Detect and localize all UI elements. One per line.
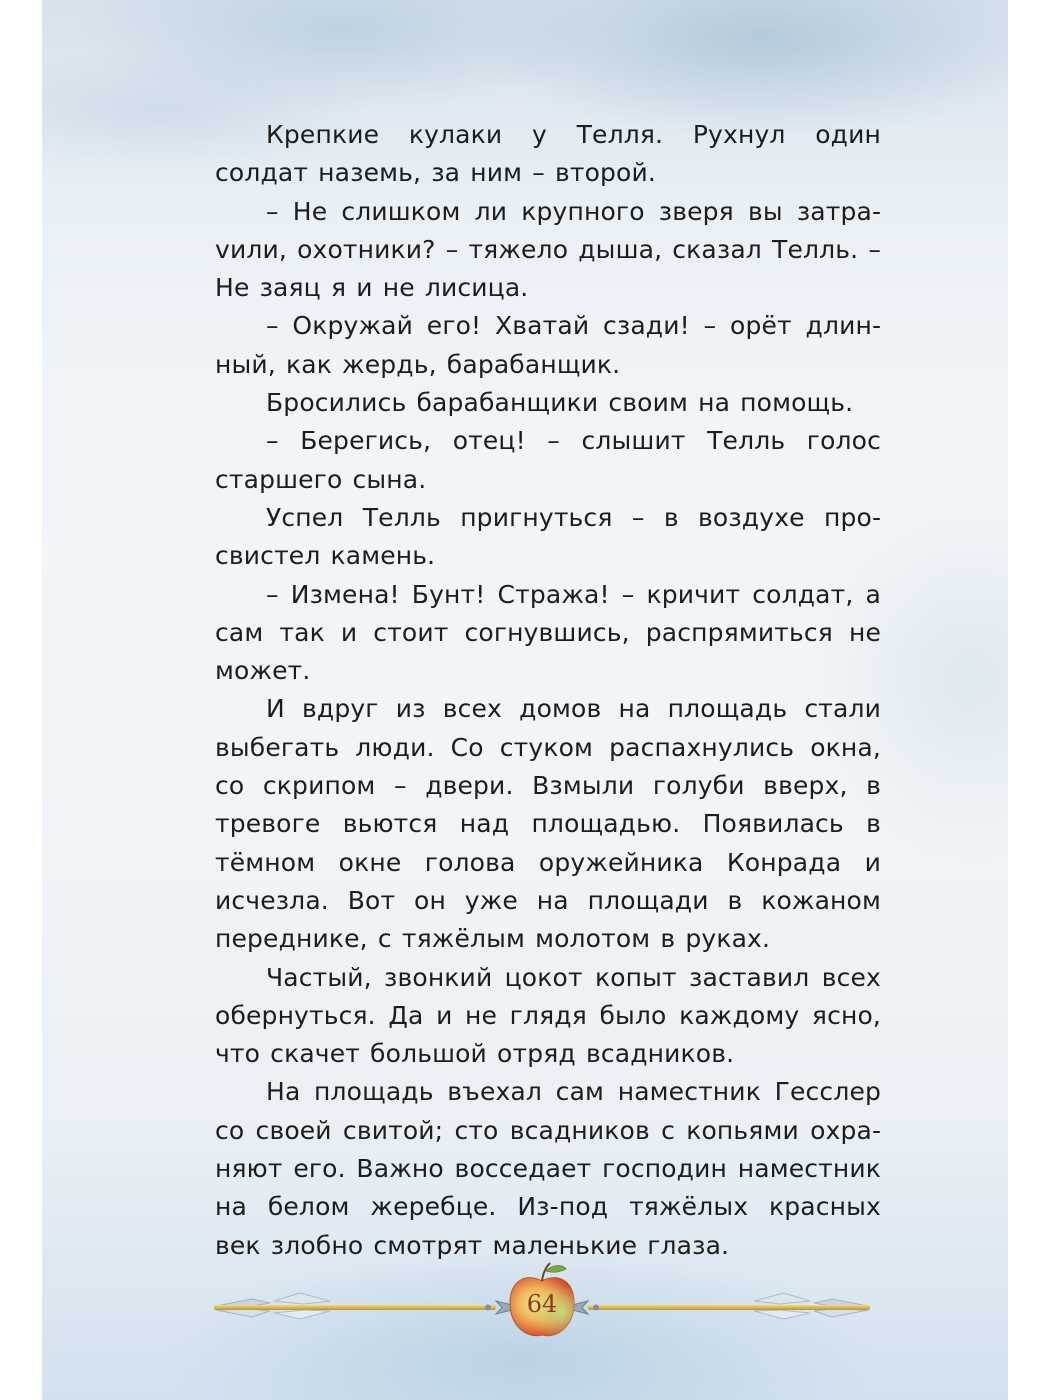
paragraph: Успел Телль пригнуться – в воздухе просвистел камень. xyxy=(215,502,881,571)
right-arrow xyxy=(562,1293,870,1319)
page-text xyxy=(215,116,881,1265)
apple xyxy=(510,1263,574,1336)
paragraph: Бросились барабанщики своим на помощь. xyxy=(266,388,854,418)
paragraph: – Измена! Бунт! Стража! – кричит солдат, а сам так и стоит согнувшись, распрямиться не может. xyxy=(215,579,881,686)
footer-ornament xyxy=(212,1255,872,1345)
paragraph: Крепкие кулаки у Телля. Рухнул один солдат наземь, за ним – второй. xyxy=(215,120,881,188)
paragraph: – Окружай его! Хватай сзади! – орёт длинный, как жердь, барабанщик. xyxy=(215,311,881,379)
paragraph: На площадь въехал сам наместник Гесслер со своей свитой; сто всадников с копьями охраняют его. Важно восседает господин наместник на белом жеребце. Из-под тяжёлых красных век злобно смотрят маленькие глаза. xyxy=(215,1077,881,1260)
paragraph: Частый, звонкий цокот копыт заставил всех обернуться. Да и не глядя было каждому ясно, что скачет большой отряд всадников. xyxy=(215,962,881,1069)
book-page xyxy=(42,0,1008,1400)
paragraph: – Не слишком ли крупного зверя вы затраvили, охотники? – тяжело дыша, сказал Телль. – Не заяц я и не лисица. xyxy=(215,196,881,303)
paragraph: И вдруг из всех домов на площадь стали выбегать люди. Со стуком распахнулись окна, со скрипом – двери. Взмыли голуби вверх, в тревоге вьются над площадью. Появилась в тёмном окне голова оружейника Конрада и исчезла. Вот он уже на площади в кожаном переднике, с тяжёлым молотом в руках. xyxy=(215,694,881,954)
paragraph: – Берегись, отец! – слышит Телль голос старшего сына. xyxy=(215,426,881,494)
left-arrow xyxy=(214,1293,522,1319)
apple-arrows-icon xyxy=(212,1255,872,1345)
page-number: 64 xyxy=(526,1290,558,1318)
